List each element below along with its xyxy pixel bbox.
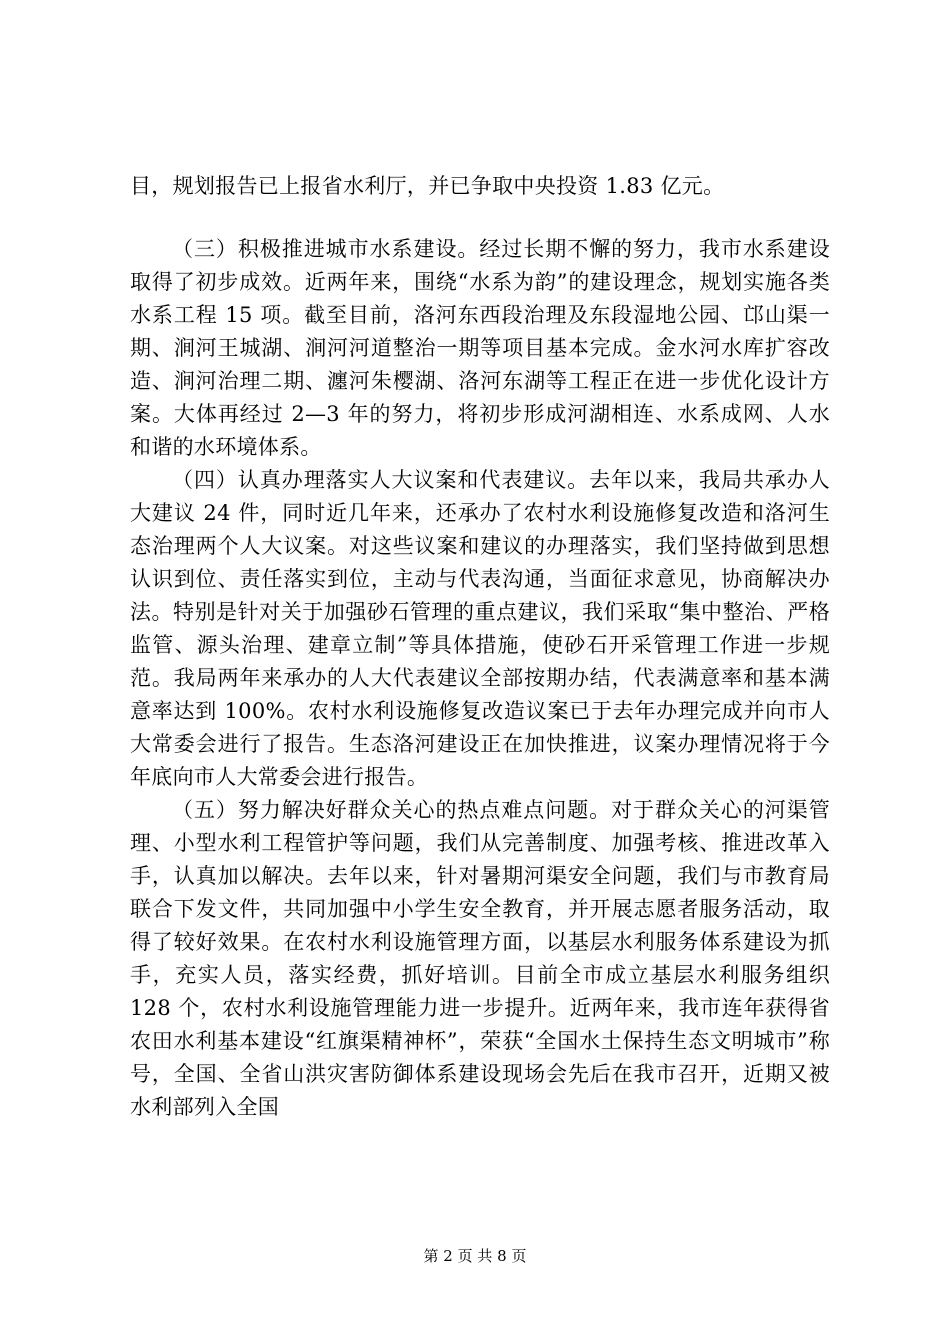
paragraph-section-4: （四）认真办理落实人大议案和代表建议。去年以来，我局共承办人大建议 24 件，同时近几年来，还承办了农村水利设施修复改造和洛河生态治理两个人大议案。对这些议案和建议的办理落实，我们坚持做到思想认识到位、责任落实到位，主动与代表沟通，当面征求意见，协商解决办法。特别是针对关于加强砂石管理的重点建议，我们采取“集中整治、严格监管、源头治理、建章立制”等具体措施，使砂石开采管理工作进一步规范。我局两年来承办的人大代表建议全部按期办结，代表满意率和基本满意率达到 100%。农村水利设施修复改造议案已于去年办理完成并向市人大常委会进行了报告。生态洛河建设正在加快推进，议案办理情况将于今年底向市人大常委会进行报告。 [130,468,830,789]
continuation-line: 目，规划报告已上报省水利厅，并已争取中央投资 1.83 亿元。 [130,174,725,198]
continuation-block [130,170,830,203]
paragraph-section-3: （三）积极推进城市水系建设。经过长期不懈的努力，我市水系建设取得了初步成效。近两年来，围绕“水系为韵”的建设理念，规划实施各类水系工程 15 项。截至目前，洛河东西段治理及东段湿地公园、邙山渠一期、涧河王城湖、涧河河道整治一期等项目基本完成。金水河水库扩容改造、涧河治理二期、瀍河朱樱湖、洛河东湖等工程正在进一步优化设计方案。大体再经过 2—3 年的努力，将初步形成河湖相连、水系成网、人水和谐的水环境体系。 [130,237,830,459]
page-number-label: 第 2 页 共 8 页 [423,1247,527,1265]
paragraph-section-5: （五）努力解决好群众关心的热点难点问题。对于群众关心的河渠管理、小型水利工程管护等问题，我们从完善制度、加强考核、推进改革入手，认真加以解决。去年以来，针对暑期河渠安全问题，我们与市教育局联合下发文件，共同加强中小学生安全教育，并开展志愿者服务活动，取得了较好效果。在农村水利设施管理方面，以基层水利服务体系建设为抓手，充实人员，落实经费，抓好培训。目前全市成立基层水利服务组织 128 个，农村水利设施管理能力进一步提升。近两年来，我市连年获得省农田水利基本建设“红旗渠精神杯”，荣获“全国水土保持生态文明城市”称号，全国、全省山洪灾害防御体系建设现场会先后在我市召开，近期又被水利部列入全国 [130,798,830,1119]
page-footer [0,1245,950,1266]
body-text [130,233,830,1124]
